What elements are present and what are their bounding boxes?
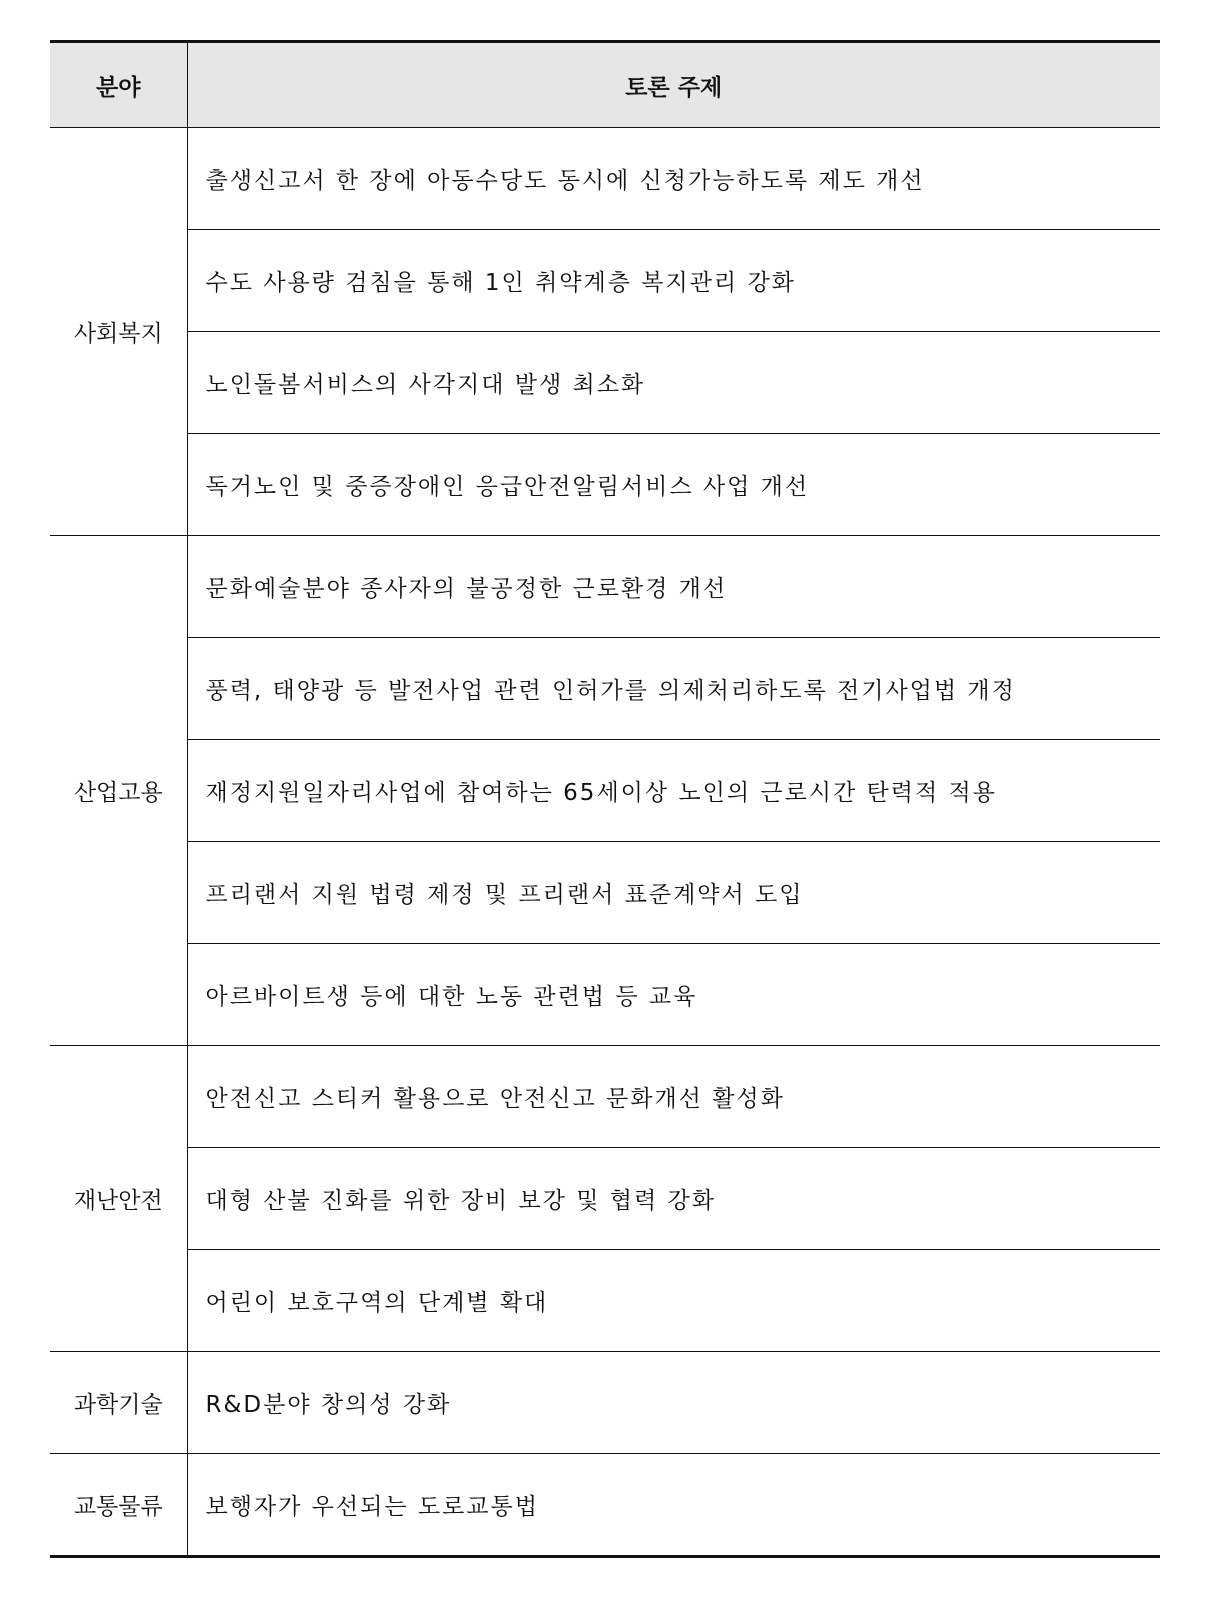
- header-category: 분야: [50, 42, 187, 128]
- topic-cell: 수도 사용량 검침을 통해 1인 취약계층 복지관리 강화: [187, 230, 1160, 332]
- table-row: [50, 128, 1160, 230]
- topic-cell: 대형 산불 진화를 위한 장비 보강 및 협력 강화: [187, 1148, 1160, 1250]
- discussion-topics-table: [50, 40, 1160, 1558]
- topic-cell: 보행자가 우선되는 도로교통법: [187, 1454, 1160, 1557]
- table-row: [50, 230, 1160, 332]
- category-cell-industry: 산업고용: [50, 536, 187, 1046]
- topic-cell: 재정지원일자리사업에 참여하는 65세이상 노인의 근로시간 탄력적 적용: [187, 740, 1160, 842]
- table-row: [50, 332, 1160, 434]
- table-row: [50, 638, 1160, 740]
- topic-cell: 노인돌봄서비스의 사각지대 발생 최소화: [187, 332, 1160, 434]
- topic-cell: 문화예술분야 종사자의 불공정한 근로환경 개선: [187, 536, 1160, 638]
- table-row: [50, 944, 1160, 1046]
- table-row: [50, 1454, 1160, 1557]
- topic-cell: 안전신고 스티커 활용으로 안전신고 문화개선 활성화: [187, 1046, 1160, 1148]
- table-header-row: [50, 42, 1160, 128]
- category-cell-transport: 교통물류: [50, 1454, 187, 1557]
- table-row: [50, 740, 1160, 842]
- topic-cell: R&D분야 창의성 강화: [187, 1352, 1160, 1454]
- table-row: [50, 434, 1160, 536]
- table-row: [50, 1148, 1160, 1250]
- topic-cell: 출생신고서 한 장에 아동수당도 동시에 신청가능하도록 제도 개선: [187, 128, 1160, 230]
- topic-cell: 프리랜서 지원 법령 제정 및 프리랜서 표준계약서 도입: [187, 842, 1160, 944]
- table-row: [50, 1352, 1160, 1454]
- topic-cell: 아르바이트생 등에 대한 노동 관련법 등 교육: [187, 944, 1160, 1046]
- table-row: [50, 842, 1160, 944]
- table-row: [50, 1250, 1160, 1352]
- topic-cell: 어린이 보호구역의 단계별 확대: [187, 1250, 1160, 1352]
- header-topic: 토론 주제: [187, 42, 1160, 128]
- category-cell-science: 과학기술: [50, 1352, 187, 1454]
- topic-cell: 풍력, 태양광 등 발전사업 관련 인허가를 의제처리하도록 전기사업법 개정: [187, 638, 1160, 740]
- topic-cell: 독거노인 및 중증장애인 응급안전알림서비스 사업 개선: [187, 434, 1160, 536]
- table-row: [50, 536, 1160, 638]
- table-row: [50, 1046, 1160, 1148]
- category-cell-safety: 재난안전: [50, 1046, 187, 1352]
- category-cell-welfare: 사회복지: [50, 128, 187, 536]
